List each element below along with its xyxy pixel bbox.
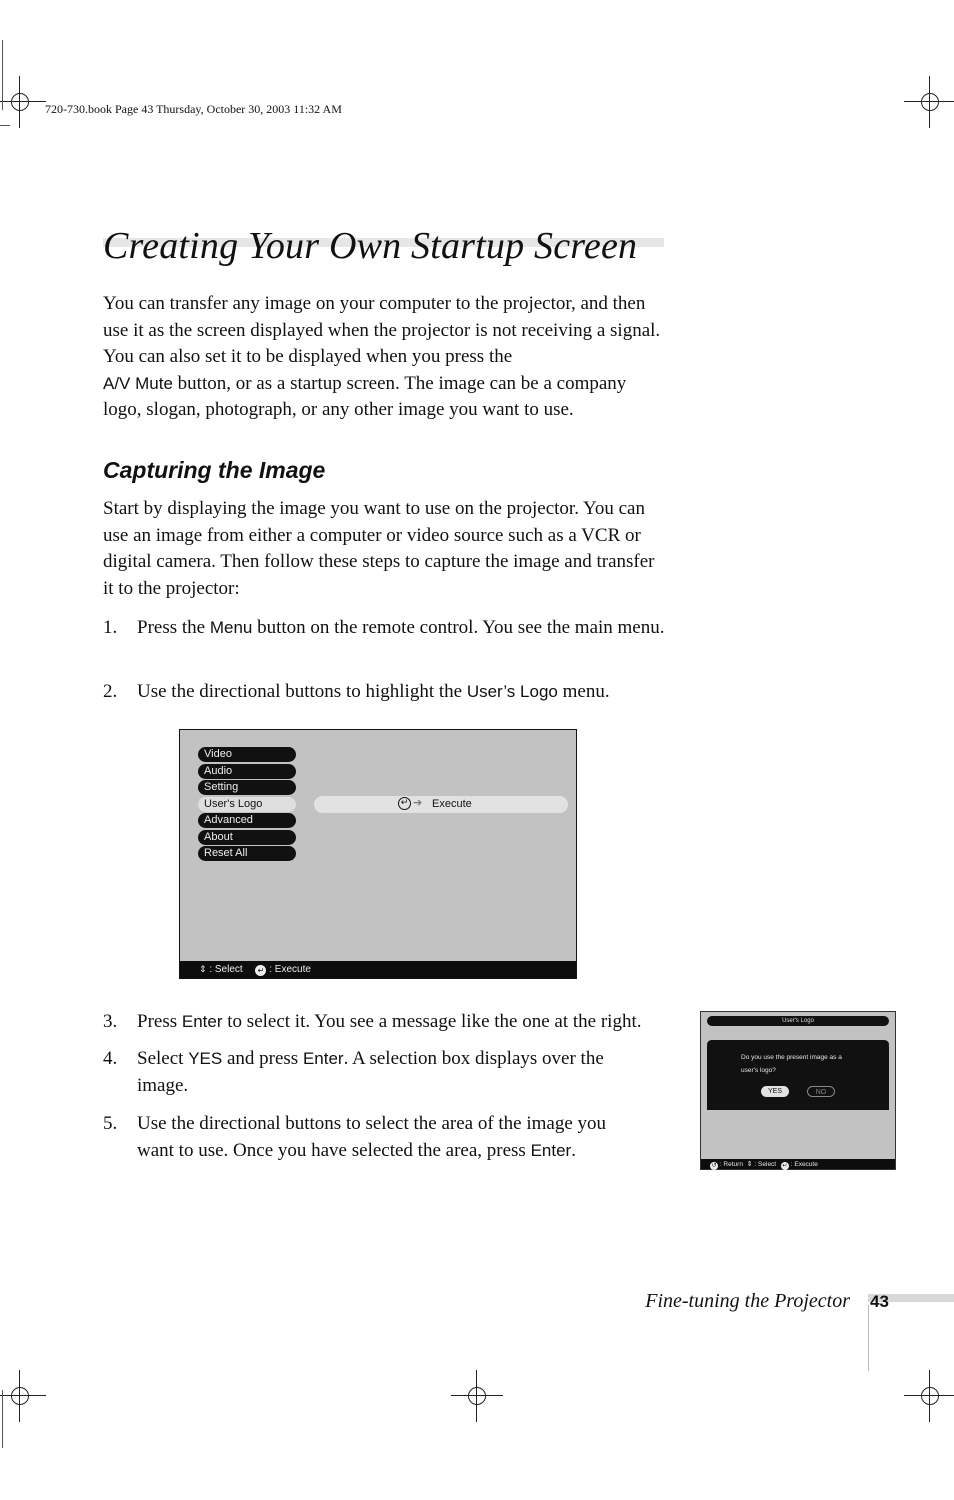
step-text-b: to select it. You see a message like the one at the right. — [227, 1011, 642, 1032]
up-down-arrow-icon: ⇕ — [746, 1160, 753, 1168]
main-menu-screenshot — [179, 729, 577, 979]
step-4 — [103, 1045, 668, 1099]
execute-label: Execute — [432, 798, 472, 810]
step-text-a: Use the directional buttons to select the area of the image you want to use. Once you have selected the area, press — [137, 1113, 607, 1161]
dialog-message-line1: Do you use the present image as a — [741, 1054, 842, 1061]
step-number: 1. — [103, 617, 118, 638]
step-text — [137, 1045, 637, 1099]
chapter-title: Fine-tuning the Projector — [645, 1290, 850, 1312]
page-number: 43 — [870, 1292, 889, 1311]
av-mute-key: A/V Mute — [103, 373, 173, 393]
dialog-title: User's Logo — [707, 1016, 889, 1026]
section-paragraph: Start by displaying the image you want to use on the projector. You can use an image from either a computer or video source such as a VCR or digital camera. Then follow these steps to capture the image and transfer it to the projector: — [103, 498, 655, 599]
step-number: 5. — [103, 1113, 118, 1134]
enter-key: Enter — [302, 1049, 344, 1068]
step-text-b: menu. — [562, 681, 610, 702]
page-title: Creating Your Own Startup Screen — [103, 225, 638, 267]
step-text — [137, 1008, 667, 1035]
enter-icon: ↵ — [398, 797, 411, 810]
registration-mark-icon — [465, 1384, 491, 1410]
enter-key: Enter — [530, 1141, 572, 1160]
registration-mark-icon — [918, 90, 944, 116]
crop-line — [0, 125, 10, 126]
menu-item-setting[interactable]: Setting — [198, 780, 296, 795]
step-5 — [103, 1110, 668, 1164]
section-heading: Capturing the Image — [103, 457, 326, 483]
step-number: 3. — [103, 1011, 118, 1032]
enter-key: Enter — [181, 1012, 223, 1031]
return-icon: ↺ — [711, 1162, 717, 1169]
menu-item-about[interactable]: About — [198, 830, 296, 845]
step-text-a: Use the directional buttons to highlight the — [137, 681, 463, 702]
menu-item-reset-all[interactable]: Reset All — [198, 846, 296, 861]
users-logo-key: User’s Logo — [466, 682, 558, 701]
crop-line — [868, 1305, 869, 1371]
step-text-a: Press — [137, 1011, 178, 1032]
yes-key: YES — [188, 1049, 223, 1068]
crop-line — [2, 40, 3, 110]
menu-item-advanced[interactable]: Advanced — [198, 813, 296, 828]
step-text-b: button on the remote control. You see the main menu. — [257, 617, 665, 638]
menu-item-users-logo[interactable]: User's Logo — [198, 797, 296, 812]
step-text-a: Select — [137, 1048, 184, 1069]
execute-option[interactable] — [314, 796, 568, 813]
status-return: : Return — [719, 1161, 743, 1168]
no-button[interactable]: NO — [807, 1086, 835, 1097]
enter-icon: ↵ — [782, 1162, 788, 1169]
step-text-a: Press the — [137, 617, 206, 638]
yes-button[interactable]: YES — [761, 1086, 789, 1097]
dialog-status-bar — [701, 1159, 895, 1169]
status-execute: : Execute — [269, 964, 311, 975]
step-number: 2. — [103, 681, 118, 702]
intro-paragraph — [103, 291, 668, 424]
menu-key: Menu — [209, 618, 253, 637]
step-1 — [103, 614, 668, 668]
step-2 — [103, 678, 668, 705]
intro-text-1: You can transfer any image on your computer to the projector, and then use it as the screen displayed when the projector is not receiving a signal. You can also set it to be displayed when you press the — [103, 293, 661, 367]
status-select: : Select — [209, 964, 243, 975]
menu-item-audio[interactable]: Audio — [198, 764, 296, 779]
registration-mark-icon — [918, 1384, 944, 1410]
dialog-message-line2: user's logo? — [741, 1067, 776, 1074]
up-down-arrow-icon: ⇕ — [199, 965, 207, 975]
arrow-right-icon: ➔ — [413, 796, 423, 809]
menu-item-video[interactable]: Video — [198, 747, 296, 762]
intro-text-2: button, or as a startup screen. The image can be a company logo, slogan, photograph, or any other image you want to use. — [103, 372, 627, 420]
status-select: : Select — [754, 1161, 777, 1168]
step-text-b: . — [571, 1140, 576, 1161]
dialog-band — [707, 1100, 889, 1109]
enter-icon: ↵ — [255, 965, 266, 976]
menu-status-bar — [180, 961, 576, 978]
users-logo-dialog-screenshot — [700, 1011, 896, 1170]
crop-line — [2, 1390, 3, 1448]
file-info-header: 720-730.book Page 43 Thursday, October 30, 2003 11:32 AM — [45, 102, 342, 116]
step-text — [137, 678, 667, 705]
step-text-b: and press — [226, 1048, 299, 1069]
dialog-message — [741, 1051, 881, 1077]
step-text-c: . A selection box displays over the image. — [137, 1048, 604, 1096]
step-number: 4. — [103, 1048, 118, 1069]
step-text — [137, 614, 667, 641]
registration-mark-icon — [8, 1384, 34, 1410]
registration-mark-icon — [8, 90, 34, 116]
step-text — [137, 1110, 637, 1164]
status-execute: : Execute — [790, 1161, 818, 1168]
step-3 — [103, 1008, 668, 1035]
